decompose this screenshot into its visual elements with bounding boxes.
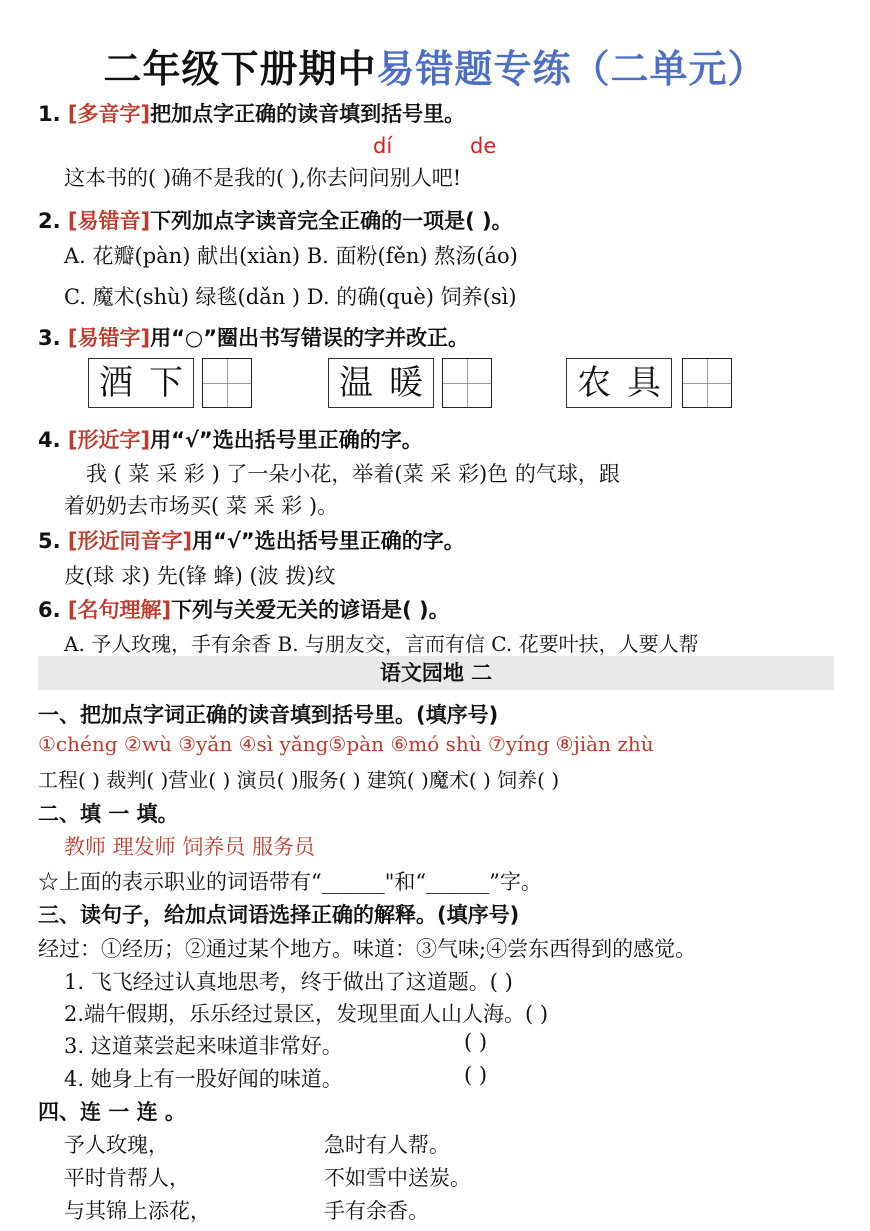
question-3-heading	[38, 322, 469, 352]
question-prompt: 用“√”选出括号里正确的字。	[150, 428, 423, 452]
word-box-2	[328, 358, 434, 408]
question-number: 4.	[38, 428, 61, 452]
word-char: 酒	[99, 363, 133, 403]
title-main: 二年级下册期中	[103, 47, 377, 91]
question-number: 1.	[38, 102, 61, 126]
match-right-item[interactable]: 急时有人帮。	[324, 1133, 450, 1157]
pinyin-label-1: dí	[373, 134, 393, 158]
match-left-item[interactable]: 平时肯帮人，	[64, 1166, 190, 1190]
part-2-job-words: 教师 理发师 饲养员 服务员	[64, 835, 316, 859]
question-4-heading	[38, 424, 423, 454]
question-2-heading	[38, 205, 513, 235]
question-tag: [名句理解]	[67, 598, 172, 622]
word-char: 下	[149, 363, 183, 403]
word-char: 具	[627, 363, 661, 403]
part-2-heading: 二、填 一 填。	[38, 802, 179, 826]
question-tag: [形近字]	[67, 428, 151, 452]
match-left-item[interactable]: 与其锦上添花，	[64, 1199, 211, 1223]
word-char: 农	[577, 363, 611, 403]
question-4-line-2: 着奶奶去市场买( 菜 采 彩 )。	[64, 494, 339, 518]
question-prompt: 下列加点字读音完全正确的一项是( )。	[150, 209, 513, 233]
part-1-pinyin-options: ①chéng ②wù ③yǎn ④sì yǎng⑤pàn ⑥mó shù ⑦yíng ⑧jiàn zhù	[38, 732, 654, 756]
part-1-heading: 一、把加点字词正确的读音填到括号里。(填序号)	[38, 703, 499, 727]
question-2-option-line-2: C. 魔术(shù) 绿毯(dǎn ) D. 的确(què) 饲养(sì)	[64, 285, 517, 309]
match-right-item[interactable]: 不如雪中送炭。	[324, 1166, 471, 1190]
question-number: 2.	[38, 209, 61, 233]
word-char: 暖	[389, 363, 423, 403]
question-tag: [易错音]	[67, 209, 151, 233]
question-5-heading	[38, 525, 465, 555]
question-prompt: 用“○”圈出书写错误的字并改正。	[150, 326, 470, 350]
question-prompt: 用“√”选出括号里正确的字。	[192, 529, 465, 553]
writing-grid-2[interactable]	[442, 358, 492, 408]
match-left-item[interactable]: 予人玫瑰，	[64, 1133, 169, 1157]
pinyin-label-2: de	[470, 134, 497, 158]
question-2-option-line-1: A. 花瓣(pàn) 献出(xiàn) B. 面粉(fěn) 熬汤(áo)	[64, 244, 518, 268]
part-4-heading: 四、连 一 连 。	[38, 1100, 186, 1124]
answer-paren[interactable]: ( )	[464, 1030, 488, 1054]
question-tag: [多音字]	[67, 102, 151, 126]
word-box-1	[88, 358, 194, 408]
part-3-item-1: 1. 飞飞经过认真地思考，终于做出了这道题。( )	[64, 970, 513, 994]
section-header: 语文园地 二	[38, 656, 834, 690]
match-right-item[interactable]: 手有余香。	[324, 1199, 429, 1223]
part-3-definitions: 经过：①经历；②通过某个地方。味道：③气味;④尝东西得到的感觉。	[38, 937, 697, 961]
question-6-heading	[38, 594, 450, 624]
part-3-heading: 三、读句子，给加点词语选择正确的解释。(填序号)	[38, 903, 520, 927]
writing-grid-1[interactable]	[202, 358, 252, 408]
part-3-item-4: 4. 她身上有一股好闻的味道。	[64, 1067, 343, 1091]
question-tag: [易错字]	[67, 326, 151, 350]
question-5-line-1: 皮(球 求) 先(锋 蜂) (波 拨)纹	[64, 564, 336, 588]
question-number: 3.	[38, 326, 61, 350]
part-3-item-2: 2.端午假期，乐乐经过景区，发现里面人山人海。( )	[64, 1002, 549, 1026]
question-1-heading	[38, 98, 465, 128]
word-box-3	[566, 358, 672, 408]
question-1-sentence: 这本书的( )确不是我的( ),你去问问别人吧!	[64, 166, 462, 190]
question-6-options: A. 予人玫瑰，手有余香 B. 与朋友交，言而有信 C. 花要叶扶，人要人帮	[64, 632, 699, 656]
answer-paren[interactable]: ( )	[464, 1063, 488, 1087]
question-number: 6.	[38, 598, 61, 622]
part-3-item-3: 3. 这道菜尝起来味道非常好。	[64, 1034, 343, 1058]
title-highlight: 易错题专练（二单元）	[376, 47, 767, 91]
part-1-word-line: 工程( ) 裁判( )营业( ) 演员( )服务( ) 建筑( )魔术( ) 饲养( )	[38, 768, 560, 792]
question-prompt: 把加点字正确的读音填到括号里。	[150, 102, 466, 126]
question-4-line-1: 我 ( 菜 采 彩 ) 了一朵小花，举着(菜 采 彩)色 的气球，跟	[86, 462, 620, 486]
word-char: 温	[339, 363, 373, 403]
question-number: 5.	[38, 529, 61, 553]
question-prompt: 下列与关爱无关的谚语是( )。	[171, 598, 450, 622]
part-2-fill-line: ☆上面的表示职业的词语带有“______"和“______”字。	[38, 870, 542, 894]
question-tag: [形近同音字]	[67, 529, 193, 553]
writing-grid-3[interactable]	[682, 358, 732, 408]
page-title	[0, 38, 870, 93]
